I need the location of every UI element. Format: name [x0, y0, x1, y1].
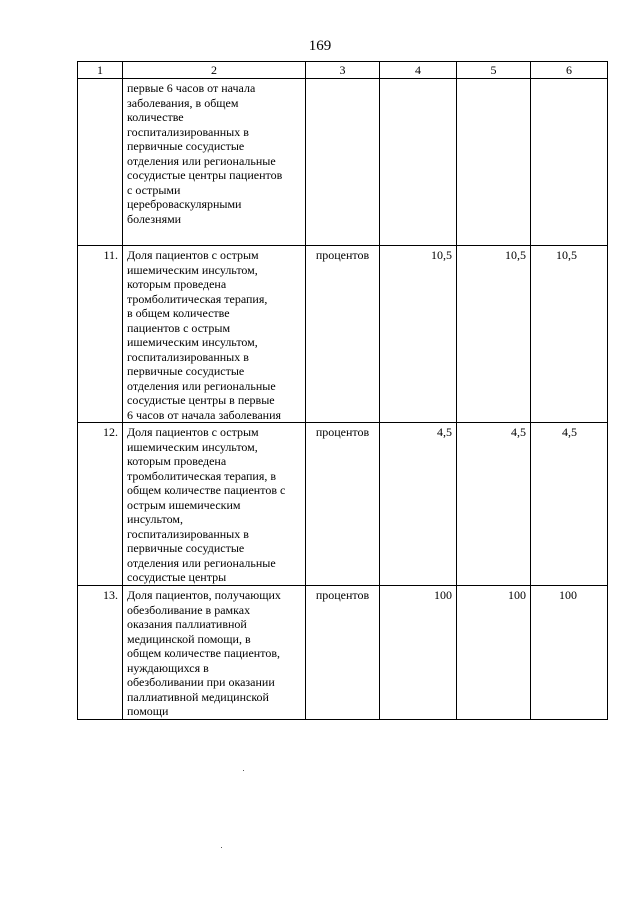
- column-header-5: 5: [457, 62, 531, 79]
- column-header-3: 3: [306, 62, 380, 79]
- column-header-6: 6: [531, 62, 608, 79]
- scan-speck: [243, 770, 244, 771]
- value-col4: [380, 79, 457, 246]
- indicator-name: Доля пациентов, получающих обезболивание в рамках оказания паллиативной медицинской помощи, в общем количестве пациентов, нуждающихся в обезболивании при оказании паллиативной медицинской помощи: [123, 586, 306, 720]
- unit-cell: процентов: [306, 586, 380, 720]
- value-col5: 10,5: [457, 246, 531, 423]
- table-row: [78, 79, 608, 246]
- table-header-row: [78, 62, 608, 79]
- value-col6: 10,5: [531, 246, 608, 423]
- table-row: [78, 246, 608, 423]
- table-row: [78, 423, 608, 586]
- row-number: 13.: [78, 586, 123, 720]
- row-number: 12.: [78, 423, 123, 586]
- value-col4: 10,5: [380, 246, 457, 423]
- value-col6: 100: [531, 586, 608, 720]
- scan-speck: [221, 847, 222, 848]
- column-header-1: 1: [78, 62, 123, 79]
- value-col6: [531, 79, 608, 246]
- page-number: 169: [308, 38, 332, 54]
- unit-cell: процентов: [306, 246, 380, 423]
- row-number: 11.: [78, 246, 123, 423]
- value-col4: 4,5: [380, 423, 457, 586]
- value-col5: 100: [457, 586, 531, 720]
- column-header-4: 4: [380, 62, 457, 79]
- indicator-name: Доля пациентов с острым ишемическим инсультом, которым проведена тромболитическая терапия, в общем количестве пациентов с острым ишемическим инсультом, госпитализированных в первичные сосудистые отделения или региональные сосудистые центры в первые 6 часов от начала заболевания: [123, 246, 306, 423]
- value-col6: 4,5: [531, 423, 608, 586]
- unit-cell: [306, 79, 380, 246]
- value-col5: [457, 79, 531, 246]
- indicator-name: Доля пациентов с острым ишемическим инсультом, которым проведена тромболитическая терапия, в общем количестве пациентов с острым ишемическим инсультом, госпитализированных в первичные сосудистые отделения или региональные сосудистые центры: [123, 423, 306, 586]
- indicators-table: [77, 61, 608, 720]
- row-number: [78, 79, 123, 246]
- value-col5: 4,5: [457, 423, 531, 586]
- table-row: [78, 586, 608, 720]
- value-col4: 100: [380, 586, 457, 720]
- unit-cell: процентов: [306, 423, 380, 586]
- column-header-2: 2: [123, 62, 306, 79]
- indicator-name: первые 6 часов от начала заболевания, в общем количестве госпитализированных в первичные сосудистые отделения или региональные сосудистые центры пациентов с острыми цереброваскулярными болезнями: [123, 79, 306, 246]
